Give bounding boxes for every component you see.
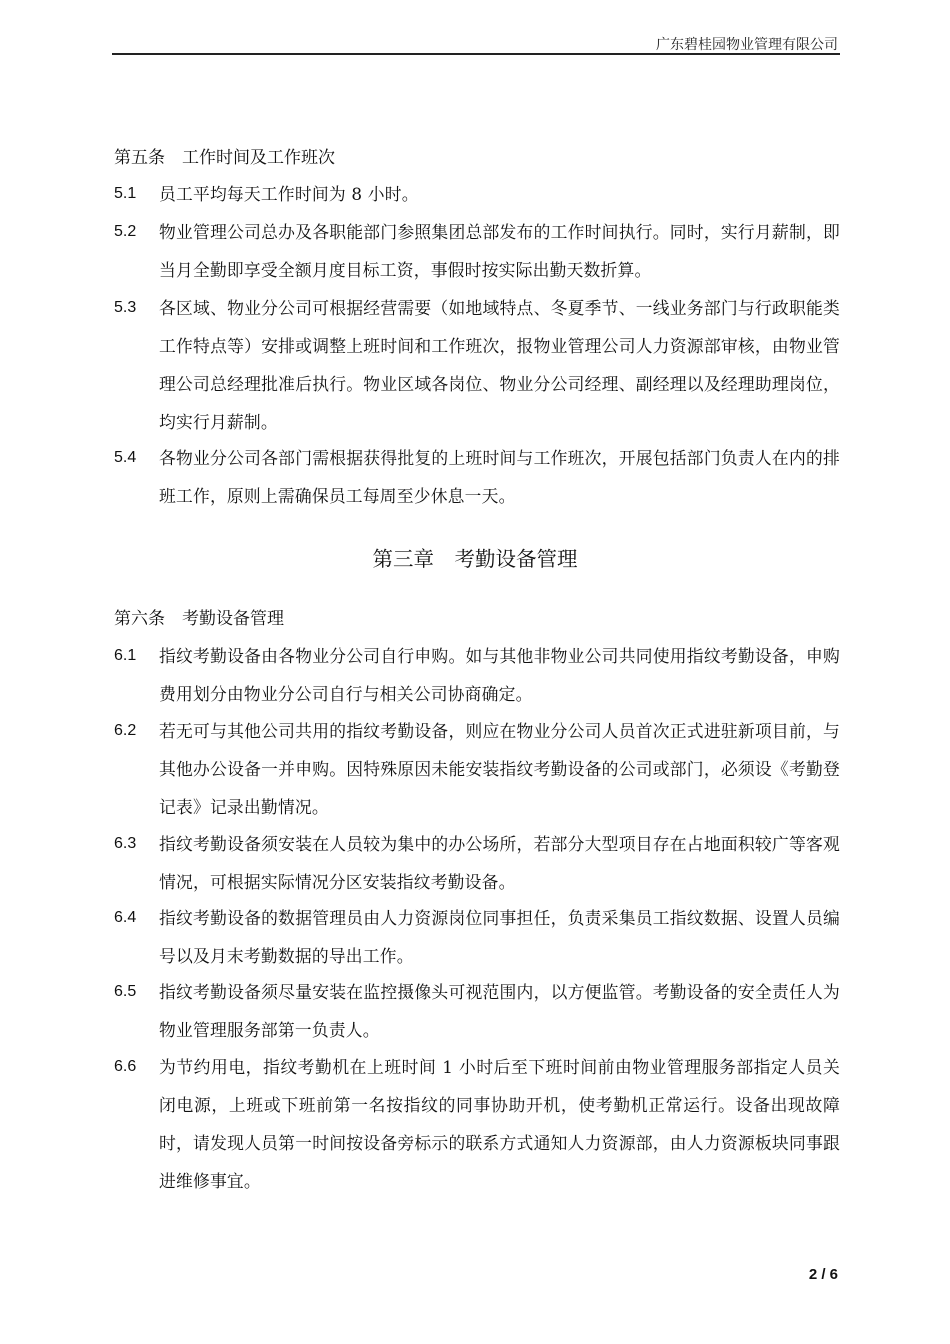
clause-text: 若无可与其他公司共用的指纹考勤设备，则应在物业分公司人员首次正式进驻新项目前，与其他办公设备一并申购。因特殊原因未能安装指纹考勤设备的公司或部门，必须设《考勤登记表》记录出勤情况。 [159,721,840,817]
clause-text: 各区域、物业分公司可根据经营需要（如地域特点、冬夏季节、一线业务部门与行政职能类工作特点等）安排或调整上班时间和工作班次，报物业管理公司人力资源部审核，由物业管理公司总经理批准后执行。物业区域各岗位、物业分公司经理、副经理以及经理助理岗位，均实行月薪制。 [159,298,840,432]
clause-number: 6.5 [114,983,137,1000]
clause-text: 指纹考勤设备须尽量安装在监控摄像头可视范围内，以方便监管。考勤设备的安全责任人为物业管理服务部第一负责人。 [159,982,840,1040]
clause-text: 指纹考勤设备的数据管理员由人力资源岗位同事担任，负责采集员工指纹数据、设置人员编号以及月末考勤数据的导出工作。 [159,908,840,966]
clause-text: 为节约用电，指纹考勤机在上班时间 1 小时后至下班时间前由物业管理服务部指定人员关闭电源，上班或下班前第一名按指纹的同事协助开机，使考勤机正常运行。设备出现故障时，请发现人员第一时间按设备旁标示的联系方式通知人力资源部，由人力资源板块同事跟进维修事宜。 [159,1057,840,1191]
chapter-3-title: 第三章 考勤设备管理 [372,547,578,571]
clause-number: 5.2 [114,223,137,240]
clause-number: 5.3 [114,299,137,316]
header-rule [112,53,840,55]
clause-number: 5.4 [114,449,137,466]
clause-text: 物业管理公司总办及各职能部门参照集团总部发布的工作时间执行。同时，实行月薪制，即当月全勤即享受全额月度目标工资，事假时按实际出勤天数折算。 [159,222,840,280]
clause-number: 6.2 [114,722,137,739]
clause-text: 指纹考勤设备由各物业分公司自行申购。如与其他非物业公司共同使用指纹考勤设备，申购费用划分由物业分公司自行与相关公司协商确定。 [159,646,840,704]
page-number: 2 / 6 [808,1266,838,1283]
clause-number: 5.1 [114,185,137,202]
clause-text: 员工平均每天工作时间为 8 小时。 [159,184,419,204]
clause-text: 各物业分公司各部门需根据获得批复的上班时间与工作班次，开展包括部门负责人在内的排班工作，原则上需确保员工每周至少休息一天。 [159,448,840,506]
clause-text: 指纹考勤设备须安装在人员较为集中的办公场所，若部分大型项目存在占地面积较广等客观情况，可根据实际情况分区安装指纹考勤设备。 [159,834,840,892]
clause-number: 6.3 [114,835,137,852]
clause-number: 6.1 [114,647,137,664]
clause-number: 6.4 [114,909,137,926]
header-company-name: 广东碧桂园物业管理有限公司 [656,37,838,53]
article-5-title: 第五条 工作时间及工作班次 [114,148,335,168]
clause-number: 6.6 [114,1058,137,1075]
article-6-title: 第六条 考勤设备管理 [114,609,284,629]
